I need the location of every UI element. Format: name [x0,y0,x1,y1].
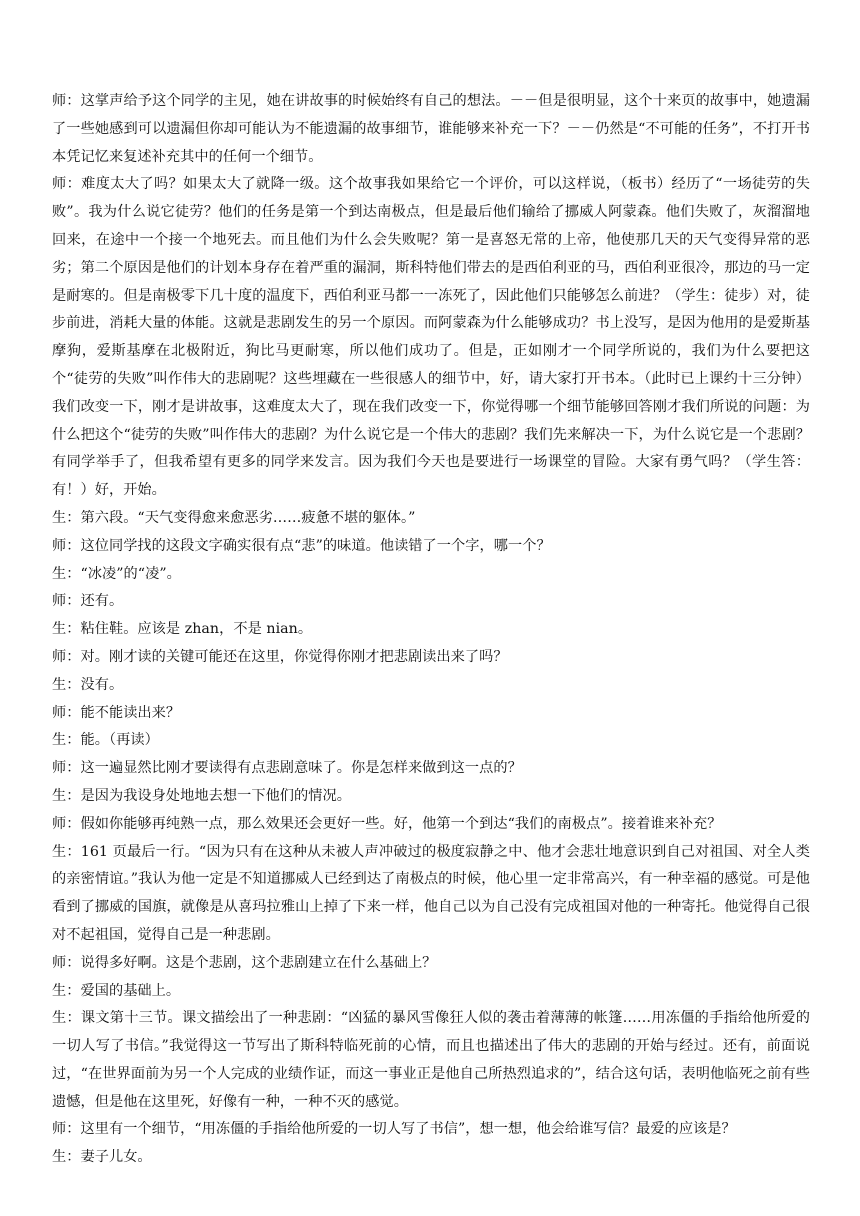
paragraph-teacher-1: 师：这掌声给予这个同学的主见，她在讲故事的时候始终有自己的想法。－－但是很明显，这个十来页的故事中，她遗漏了一些她感到可以遗漏但你却可能认为不能遗漏的故事细节，谁能够来补充一下？－－仍然是“不可能的任务”，不打开书本凭记忆来复述补充其中的任何一个细节。 [52,93,810,165]
document-page [52,88,810,1172]
paragraph-student-1: 生：第六段。“天气变得愈来愈恶劣……疲惫不堪的躯体。” [52,509,416,526]
paragraph-student-4: 生：没有。 [52,676,124,693]
paragraph-teacher-7: 师：这一遍显然比刚才要读得有点悲剧意味了。你是怎样来做到这一点的？ [52,760,522,777]
paragraph-teacher-2: 师：难度太大了吗？如果太大了就降一级。这个故事我如果给它一个评价，可以这样说，（板书）经历了“一场徒劳的失败”。我为什么说它徒劳？他们的任务是第一个到达南极点，但是最后他们输给了挪威人阿蒙森。他们失败了，灰溜溜地回来，在途中一个接一个地死去。而且他们为什么会失败呢？第一是喜怒无常的上帝，他使那几天的天气变得异常的恶劣；第二个原因是他们的计划本身存在着严重的漏洞，斯科特他们带去的是西伯利亚的马，西伯利亚很冷，那边的马一定是耐寒的。但是南极零下几十度的温度下，西伯利亚马都一一冻死了，因此他们只能够怎么前进？（学生：徒步）对，徒步前进，消耗大量的体能。这就是悲剧发生的另一个原因。而阿蒙森为什么能够成功？书上没写，是因为他用的是爱斯基摩狗，爱斯基摩在北极附近，狗比马更耐寒，所以他们成功了。但是，正如刚才一个同学所说的，我们为什么要把这个“徒劳的失败”叫作伟大的悲剧呢？这些埋藏在一些很感人的细节中，好，请大家打开书本。（此时已上课约十三分钟）我们改变一下，刚才是讲故事，这难度太大了，现在我们改变一下，你觉得哪一个细节能够回答刚才我们所说的问题：为什么把这个“徒劳的失败”叫作伟大的悲剧？为什么说它是一个伟大的悲剧？我们先来解决一下，为什么说它是一个悲剧？有同学举手了，但我希望有更多的同学来发言。因为我们今天也是要进行一场课堂的冒险。大家有勇气吗？（学生答：有！）好，开始。 [52,176,810,499]
paragraph-student-10: 生：妻子儿女。 [52,1149,152,1166]
paragraph-student-9: 生：课文第十三节。课文描绘出了一种悲剧：“凶猛的暴风雪像狂人似的袭击着薄薄的帐篷……用冻僵的手指给他所爱的一切人写了书信。”我觉得这一节写出了斯科特临死前的心情，而且也描述出了伟大的悲剧的开始与经过。还有，前面说过，“在世界面前为另一个人完成的业绩作证，而这一事业正是他自己所热烈追求的”，结合这句话，表明他临死之前有些遗憾，但是他在这里死，好像有一种，一种不灭的感觉。 [52,1010,810,1110]
paragraph-teacher-3: 师：这位同学找的这段文字确实很有点“悲”的味道。他读错了一个字，哪一个？ [52,537,551,554]
paragraph-teacher-10: 师：这里有一个细节，“用冻僵的手指给他所爱的一切人写了书信”，想一想，他会给谁写信？最爱的应该是？ [52,1121,736,1138]
paragraph-teacher-5: 师：对。刚才读的关键可能还在这里，你觉得你刚才把悲剧读出来了吗？ [52,648,508,665]
paragraph-teacher-6: 师：能不能读出来？ [52,704,181,721]
paragraph-student-7: 生：161 页最后一行。“因为只有在这种从未被人声冲破过的极度寂静之中、他才会悲壮地意识到自己对祖国、对全人类的亲密情谊。”我认为他一定是不知道挪威人已经到达了南极点的时候，他心里一定非常高兴，有一种幸福的感觉。可是他看到了挪威的国旗，就像是从喜玛拉雅山上掉了下来一样，他自己以为自己没有完成祖国对他的一种寄托。他觉得自己很对不起祖国，觉得自己是一种悲剧。 [52,843,810,943]
paragraph-student-5: 生：能。（再读） [52,732,159,749]
paragraph-student-3: 生：粘住鞋。应该是 zhan，不是 nian。 [52,621,313,638]
paragraph-teacher-4: 师：还有。 [52,593,124,610]
paragraph-student-2: 生：“冰凌”的“凌”。 [52,565,181,582]
paragraph-teacher-9: 师：说得多好啊。这是个悲剧，这个悲剧建立在什么基础上？ [52,954,437,971]
paragraph-student-8: 生：爱国的基础上。 [52,982,181,999]
paragraph-student-6: 生：是因为我设身处地地去想一下他们的情况。 [52,787,351,804]
paragraph-teacher-8: 师：假如你能够再纯熟一点，那么效果还会更好一些。好，他第一个到达“我们的南极点”。接着谁来补充？ [52,815,722,832]
